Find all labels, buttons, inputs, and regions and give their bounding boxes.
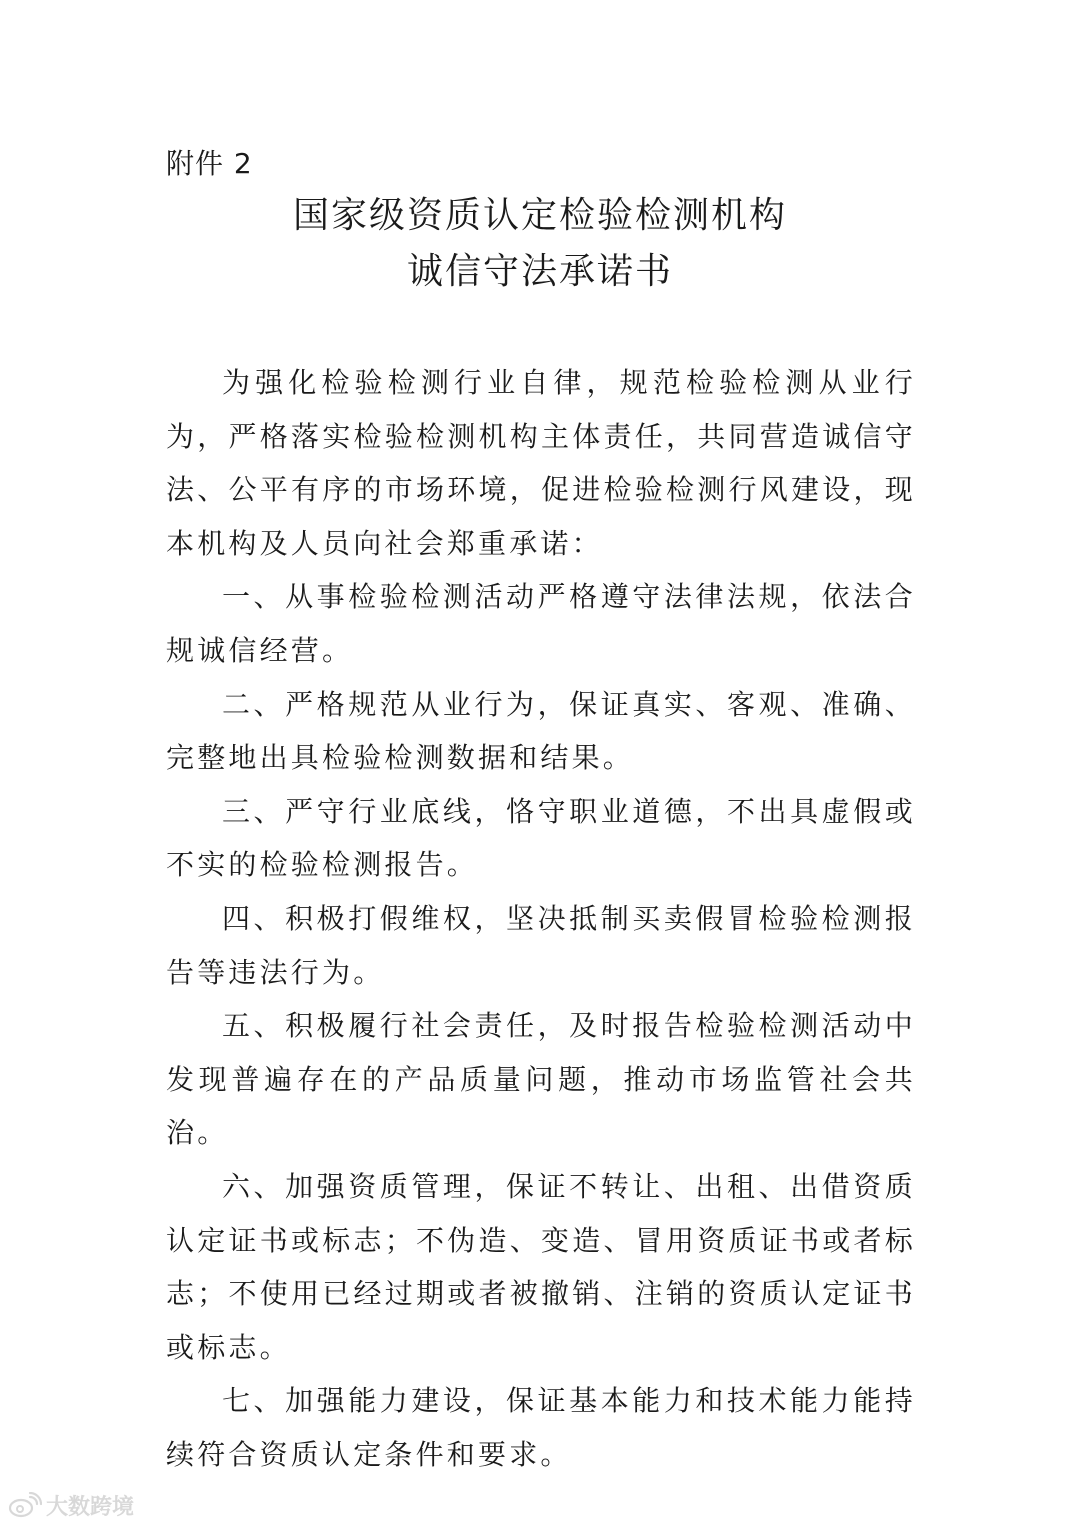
commitment-item-7: 七、加强能力建设，保证基本能力和技术能力能持续符合资质认定条件和要求。 (166, 1384, 916, 1471)
weibo-logo-icon (8, 1492, 42, 1518)
commitment-item-5: 五、积极履行社会责任，及时报告检验检测活动中发现普遍存在的产品质量问题，推动市场监管社会共治。 (166, 1009, 916, 1150)
commitment-item-4: 四、积极打假维权，坚决抵制买卖假冒检验检测报告等违法行为。 (166, 901, 916, 989)
watermark-text: 大数跨境 (46, 1494, 135, 1520)
document-title-line-2: 诚信守法承诺书 (406, 251, 673, 292)
commitment-item-3: 三、严守行业底线，恪守职业道德，不出具虚假或不实的检验检测报告。 (166, 794, 916, 882)
commitment-item-2: 二、严格规范从业行为，保证真实、客观、准确、完整地出具检验检测数据和结果。 (166, 687, 916, 775)
commitment-item-6: 六、加强资质管理，保证不转让、出租、出借资质认定证书或标志；不伪造、变造、冒用资质证书或者标志；不使用已经过期或者被撤销、注销的资质认定证书或标志。 (166, 1169, 916, 1364)
document-body (166, 356, 916, 1481)
document-title-line-1: 国家级资质认定检验检测机构 (292, 195, 787, 236)
attachment-label: 附件 2 (166, 147, 253, 180)
watermark (8, 1490, 134, 1520)
intro-paragraph: 为强化检验检测行业自律，规范检验检测从业行为，严格落实检验检测机构主体责任，共同营造诚信守法、公平有序的市场环境，促进检验检测行风建设，现本机构及人员向社会郑重承诺： (166, 366, 916, 560)
commitment-item-1: 一、从事检验检测活动严格遵守法律法规，依法合规诚信经营。 (166, 580, 916, 667)
